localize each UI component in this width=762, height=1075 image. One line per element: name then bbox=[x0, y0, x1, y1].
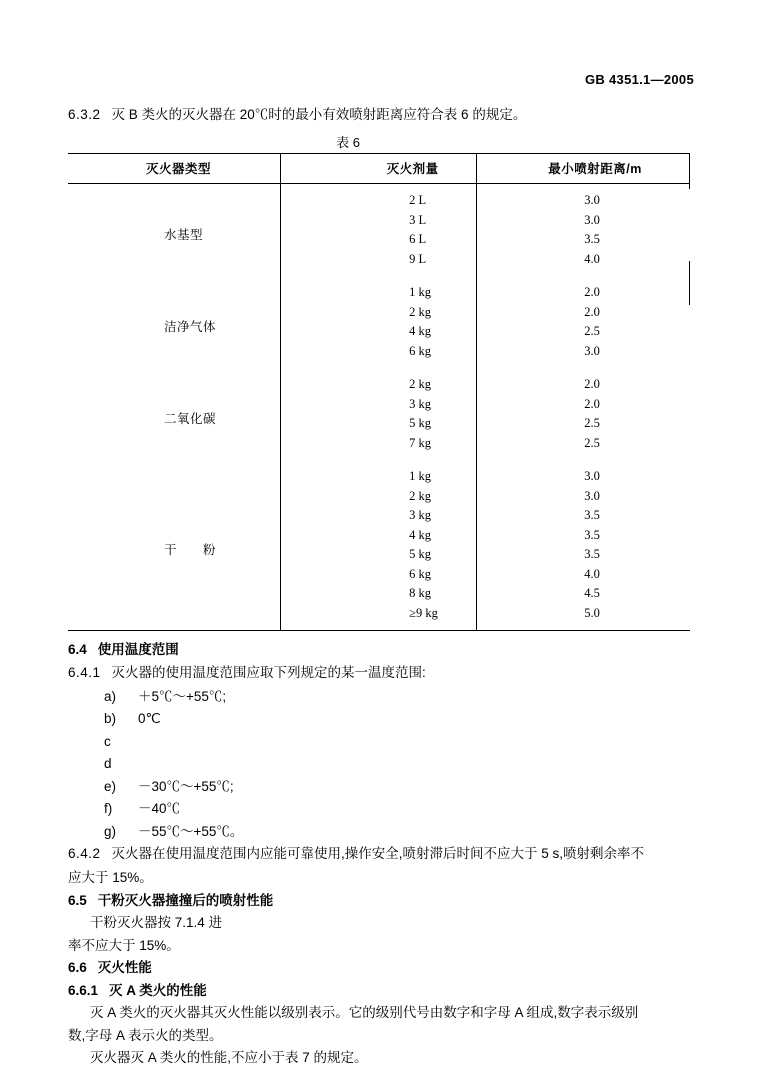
clause-6-4-number: 6.4 bbox=[68, 642, 87, 657]
clause-6-6-number: 6.6 bbox=[68, 960, 87, 975]
table-header-row bbox=[68, 154, 690, 184]
cell-distance: 3.0 bbox=[584, 343, 600, 358]
cell-type: 水基型 bbox=[164, 227, 204, 242]
clause-6-5-line-2: 率不应大于 15%。 bbox=[68, 937, 180, 953]
cell-amount: 2 kg bbox=[409, 304, 432, 319]
clause-6-4-2 bbox=[68, 843, 694, 865]
table-row bbox=[68, 460, 690, 487]
clause-6-6-1-line-2: 数,字母 A 表示火的类型。 bbox=[68, 1027, 223, 1043]
list-item-text: ＋5℃～+55℃; bbox=[138, 688, 227, 704]
table-row bbox=[68, 276, 690, 303]
cell-amount: 4 kg bbox=[409, 324, 432, 339]
document-content bbox=[68, 104, 694, 1070]
list-item bbox=[104, 731, 694, 754]
cell-amount: 6 L bbox=[409, 232, 427, 247]
list-item-label: b) bbox=[104, 711, 117, 726]
cell-distance: 3.0 bbox=[584, 212, 600, 227]
clause-6-4-2-number: 6.4.2 bbox=[68, 846, 101, 861]
cell-distance: 2.0 bbox=[584, 396, 600, 411]
clause-6-6-1-number: 6.6.1 bbox=[68, 982, 99, 998]
table-6-wrapper bbox=[68, 153, 690, 631]
clause-6-3-2 bbox=[68, 104, 694, 126]
clause-6-6 bbox=[68, 957, 694, 980]
cell-distance: 2.5 bbox=[584, 435, 600, 450]
cell-amount: 4 kg bbox=[409, 527, 432, 542]
clause-6-4-1-text: 灭火器的使用温度范围应取下列规定的某一温度范围: bbox=[111, 664, 426, 680]
cell-distance: 5.0 bbox=[584, 605, 600, 620]
table-row bbox=[68, 368, 690, 395]
cell-amount: 3 kg bbox=[409, 396, 432, 411]
cell-amount: 6 kg bbox=[409, 566, 432, 581]
clause-6-4-2-line-1: 灭火器在使用温度范围内应能可靠使用,操作安全,喷射滞后时间不应大于 5 s,喷射剩余率不 bbox=[111, 846, 645, 861]
list-item-label: d bbox=[104, 756, 112, 771]
cell-amount: 6 kg bbox=[409, 343, 432, 358]
list-item-label: e) bbox=[104, 778, 117, 794]
temperature-range-list bbox=[104, 686, 694, 844]
clause-6-6-1-line-3: 灭火器灭 A 类火的性能,不应小于表 7 的规定。 bbox=[90, 1050, 368, 1065]
table-vertical-rule-left bbox=[280, 153, 281, 631]
clause-6-5-title: 干粉灭火器撞撞后的喷射性能 bbox=[97, 892, 274, 908]
cell-distance: 4.5 bbox=[584, 586, 600, 601]
cell-distance: 3.5 bbox=[584, 527, 600, 542]
list-item-text: 0℃ bbox=[138, 711, 161, 726]
cell-amount: 8 kg bbox=[409, 586, 432, 601]
table-6-caption: 表 6 bbox=[336, 135, 360, 150]
clause-6-3-2-text: 灭 B 类火的灭火器在 20℃时的最小有效喷射距离应符合表 6 的规定。 bbox=[111, 107, 527, 122]
list-item-text: －30℃～+55℃; bbox=[138, 778, 234, 794]
post-table-body bbox=[68, 639, 694, 1070]
clause-6-4 bbox=[68, 639, 694, 662]
cell-distance: 4.0 bbox=[584, 251, 600, 266]
cell-amount: 2 kg bbox=[409, 377, 432, 392]
cell-distance: 3.5 bbox=[584, 508, 600, 523]
table-vertical-rule-right bbox=[476, 153, 477, 631]
clause-6-5-number: 6.5 bbox=[68, 892, 87, 908]
cell-amount: 5 kg bbox=[409, 416, 432, 431]
cell-amount: ≥9 kg bbox=[409, 605, 438, 620]
cell-distance: 3.5 bbox=[584, 547, 600, 562]
table-6-body bbox=[68, 184, 690, 631]
list-item bbox=[104, 686, 694, 709]
cell-type: 干 粉 bbox=[164, 542, 217, 557]
clause-6-4-2-line-2: 应大于 15%。 bbox=[68, 870, 153, 885]
cell-type: 二氧化碳 bbox=[164, 411, 217, 426]
clause-6-6-1 bbox=[68, 980, 694, 1003]
cell-amount: 3 kg bbox=[409, 508, 432, 523]
clause-6-3-2-number: 6.3.2 bbox=[68, 107, 101, 122]
cell-distance: 2.0 bbox=[584, 304, 600, 319]
clause-6-6-1-line-1: 灭 A 类火的灭火器其灭火性能以级别表示。它的级别代号由数字和字母 A 组成,数字表示级别 bbox=[90, 1005, 639, 1020]
cell-amount: 9 L bbox=[409, 251, 427, 266]
clause-6-4-1 bbox=[68, 662, 694, 684]
cell-amount: 1 kg bbox=[409, 285, 432, 300]
list-item-text: －40℃ bbox=[138, 801, 181, 816]
column-header-type: 灭火器类型 bbox=[68, 154, 325, 184]
cell-amount: 2 L bbox=[409, 193, 427, 208]
cell-amount: 5 kg bbox=[409, 547, 432, 562]
table-6 bbox=[68, 153, 690, 630]
clause-6-4-1-number: 6.4.1 bbox=[68, 664, 101, 680]
table-row bbox=[68, 184, 690, 211]
cell-distance: 3.0 bbox=[584, 488, 600, 503]
list-item bbox=[104, 798, 694, 821]
list-item-label: a) bbox=[104, 688, 117, 704]
list-item bbox=[104, 821, 694, 844]
list-item-label: f) bbox=[104, 801, 113, 816]
list-item bbox=[104, 776, 694, 799]
cell-distance: 2.0 bbox=[584, 377, 600, 392]
column-header-amount: 灭火剂量 bbox=[325, 154, 500, 184]
cell-amount: 2 kg bbox=[409, 488, 432, 503]
clause-6-6-title: 灭火性能 bbox=[97, 960, 152, 975]
cell-amount: 3 L bbox=[409, 212, 427, 227]
cell-distance: 3.0 bbox=[584, 469, 600, 484]
page-header-standard-code: GB 4351.1—2005 bbox=[585, 72, 694, 87]
list-item bbox=[104, 708, 694, 731]
list-item bbox=[104, 753, 694, 776]
list-item-label: g) bbox=[104, 823, 117, 839]
cell-distance: 3.5 bbox=[584, 232, 600, 247]
list-item-label: c bbox=[104, 733, 111, 749]
table-bottom-rule bbox=[68, 630, 690, 631]
cell-distance: 4.0 bbox=[584, 566, 600, 581]
clause-6-5 bbox=[68, 890, 694, 913]
cell-type: 洁净气体 bbox=[164, 319, 217, 334]
cell-distance: 2.0 bbox=[584, 285, 600, 300]
list-item-text: －55℃～+55℃。 bbox=[138, 823, 244, 839]
cell-distance: 2.5 bbox=[584, 324, 600, 339]
cell-distance: 3.0 bbox=[584, 193, 600, 208]
cell-amount: 7 kg bbox=[409, 435, 432, 450]
cell-distance: 2.5 bbox=[584, 416, 600, 431]
table-edge-rule-2 bbox=[689, 261, 690, 305]
clause-6-5-line-1: 干粉灭火器按 7.1.4 进 bbox=[90, 915, 223, 930]
column-header-distance: 最小喷射距离/m bbox=[500, 154, 690, 184]
clause-6-6-1-title: 灭 A 类火的性能 bbox=[109, 982, 207, 998]
clause-6-4-title: 使用温度范围 bbox=[97, 642, 179, 657]
cell-amount: 1 kg bbox=[409, 469, 432, 484]
table-edge-rule bbox=[689, 153, 690, 189]
